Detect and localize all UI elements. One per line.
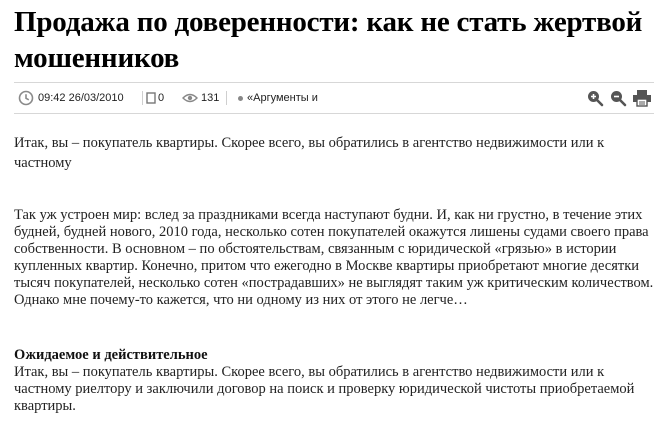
zoom-in-icon[interactable] <box>586 89 604 107</box>
comments-count: 0 <box>158 92 165 104</box>
source-link[interactable] <box>238 83 318 113</box>
meta-divider <box>142 91 143 105</box>
views-counter <box>182 83 219 113</box>
article-lead: Итак, вы – покупатель квартиры. Скорее всего, вы обратились в агентство недвижимости или к частному <box>14 135 605 171</box>
source-bullet-icon <box>238 96 243 101</box>
eye-icon <box>182 93 198 103</box>
source-label: «Аргументы и <box>247 92 318 104</box>
clock-icon <box>18 83 38 113</box>
article-paragraph: Так уж устроен мир: вслед за праздниками всегда наступают будни. И, как ни грустно, в течение этих будней, будней нового, 2010 года, несколько сотен покупателей окажутся лишены судами своего права собственности. В основном – по обстоятельствам, связанным с юридической «грязью» в истории купленных квартир. Конечно, притом что ежегодно в Москве квартиры приобретают многие десятки тысяч покупателей, несколько сотен «пострадавших» не выглядят таким уж критическим количеством. Однако мне почему-то кажется, что ни одному из них от этого не легче… <box>14 207 654 308</box>
meta-divider <box>226 91 227 105</box>
article-paragraph: Итак, вы – покупатель квартиры. Скорее всего, вы обратились в агентство недвижимости или к частному риелтору и заключили договор на поиск и проверку юридической чистоты приобретаемой квартиры. <box>14 364 635 414</box>
article-tools <box>586 83 652 113</box>
zoom-out-icon[interactable] <box>609 89 627 107</box>
comments-link[interactable] <box>146 83 164 113</box>
comment-icon <box>146 92 156 104</box>
publish-datetime: 09:42 26/03/2010 <box>38 92 124 104</box>
article-meta-bar <box>14 82 654 114</box>
print-icon[interactable] <box>632 89 652 107</box>
article-subheading: Ожидаемое и действительное <box>14 347 208 363</box>
views-count: 131 <box>201 92 220 104</box>
article-title: Продажа по доверенности: как не стать жертвой мошенников <box>14 6 643 74</box>
